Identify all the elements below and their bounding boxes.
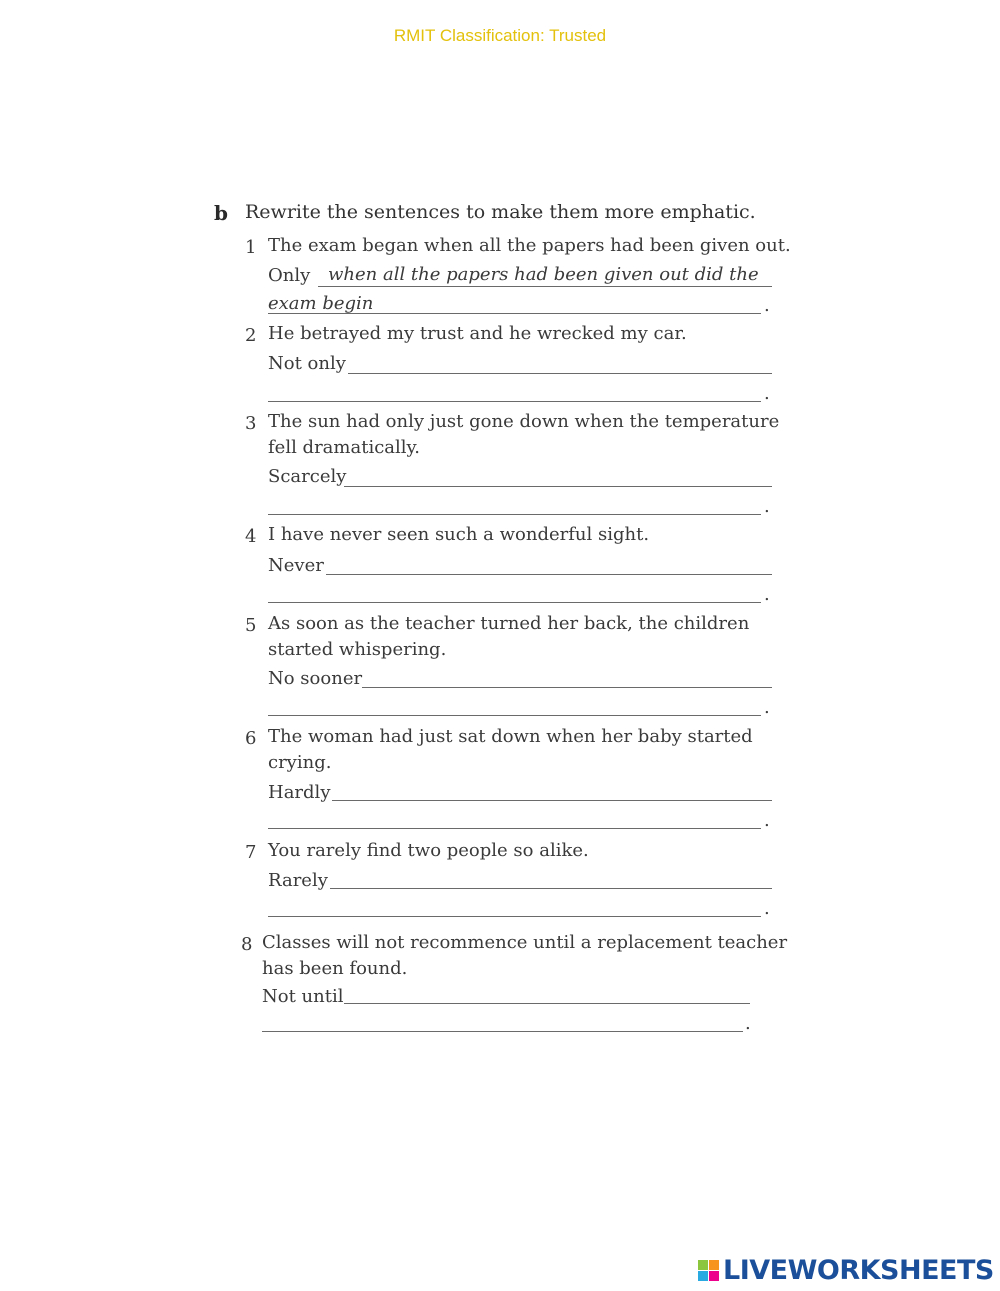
answer-line[interactable] [344, 486, 772, 487]
question-text-continued: has been found. [262, 958, 408, 979]
period: . [764, 810, 770, 831]
answer-prompt: No sooner [268, 668, 363, 689]
answer-line[interactable] [344, 1003, 750, 1004]
question-number: 5 [245, 615, 257, 636]
question-text: Classes will not recommence until a replacement teacher [262, 932, 788, 953]
answer-line[interactable] [268, 916, 761, 917]
exercise-instruction: Rewrite the sentences to make them more emphatic. [245, 201, 756, 223]
answer-line[interactable] [268, 602, 761, 603]
logo-square-2 [709, 1260, 719, 1270]
liveworksheets-logo-icon [698, 1260, 719, 1281]
question-text: The sun had only just gone down when the temperature [268, 411, 780, 432]
answer-line[interactable] [262, 1031, 743, 1032]
answer-line[interactable] [330, 888, 772, 889]
sample-answer-line2: exam begin [268, 293, 374, 314]
section-letter: b [214, 201, 228, 225]
question-number: 4 [245, 526, 257, 547]
question-text-continued: fell dramatically. [268, 437, 421, 458]
question-text: He betrayed my trust and he wrecked my car. [268, 323, 687, 344]
period: . [764, 295, 770, 316]
answer-line[interactable] [348, 373, 772, 374]
logo-square-1 [698, 1260, 708, 1270]
logo-square-4 [709, 1271, 719, 1281]
question-text-continued: started whispering. [268, 639, 447, 660]
answer-prompt: Only [268, 265, 311, 286]
question-number: 7 [245, 842, 257, 863]
answer-line[interactable] [362, 687, 772, 688]
period: . [764, 898, 770, 919]
period: . [764, 584, 770, 605]
question-number: 1 [245, 237, 257, 258]
question-text: You rarely find two people so alike. [268, 840, 589, 861]
period: . [745, 1013, 751, 1034]
period: . [764, 383, 770, 404]
question-number: 3 [245, 413, 257, 434]
period: . [764, 697, 770, 718]
answer-prompt: Not only [268, 353, 346, 374]
answer-line[interactable] [318, 286, 772, 287]
answer-prompt: Hardly [268, 782, 331, 803]
classification-label: RMIT Classification: Trusted [393, 26, 607, 45]
question-number: 8 [241, 934, 253, 955]
liveworksheets-brand[interactable] [698, 1255, 994, 1285]
answer-prompt: Scarcely [268, 466, 347, 487]
period: . [764, 496, 770, 517]
answer-prompt: Rarely [268, 870, 328, 891]
question-text: I have never seen such a wonderful sight. [268, 524, 650, 545]
question-text: The woman had just sat down when her baby started [268, 726, 753, 747]
question-text: As soon as the teacher turned her back, the children [268, 613, 750, 634]
answer-line[interactable] [268, 514, 761, 515]
answer-line[interactable] [332, 800, 772, 801]
answer-line[interactable] [268, 401, 761, 402]
answer-line[interactable] [268, 828, 761, 829]
answer-line[interactable] [326, 574, 772, 575]
logo-square-3 [698, 1271, 708, 1281]
brand-name: LIVEWORKSHEETS [723, 1254, 994, 1286]
answer-prompt: Not until [262, 986, 344, 1007]
sample-answer-line1: when all the papers had been given out did the [328, 264, 759, 285]
question-number: 6 [245, 728, 257, 749]
question-number: 2 [245, 325, 257, 346]
question-text: The exam began when all the papers had been given out. [268, 235, 791, 256]
answer-prompt: Never [268, 555, 324, 576]
question-text-continued: crying. [268, 752, 332, 773]
answer-line[interactable] [268, 715, 761, 716]
